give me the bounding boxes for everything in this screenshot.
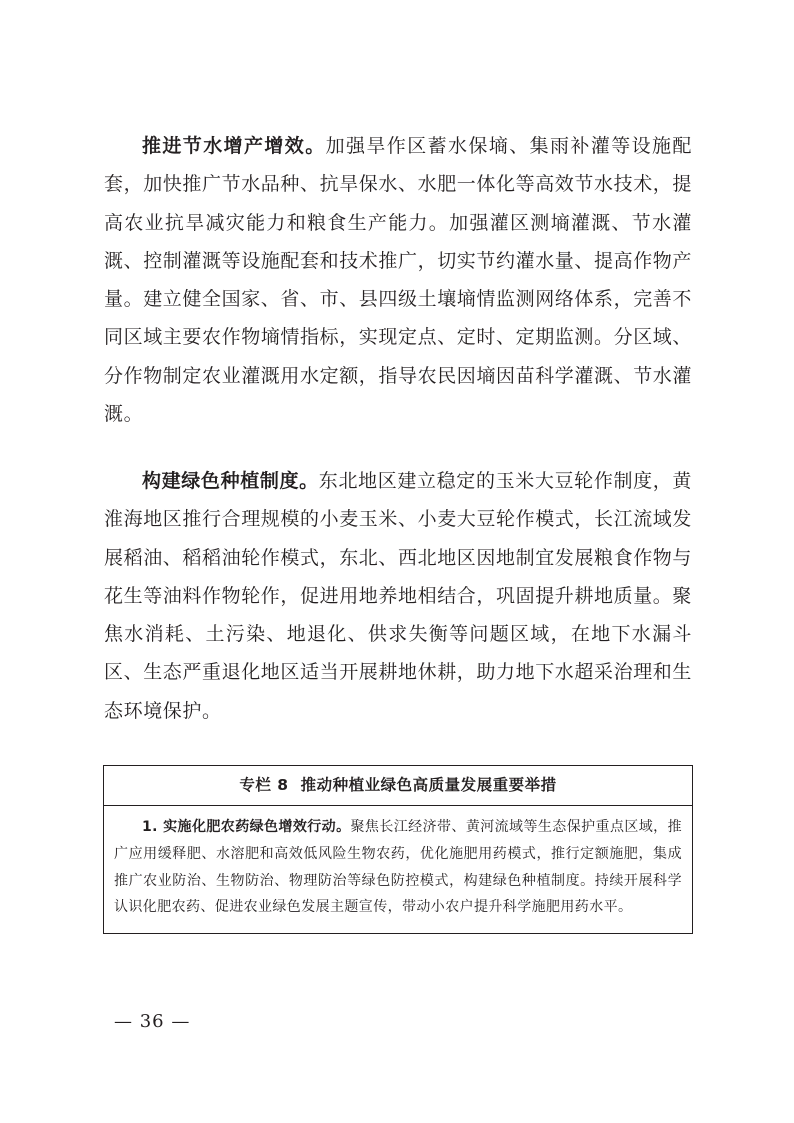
paragraph-text: 东北地区建立稳定的玉米大豆轮作制度，黄淮海地区推行合理规模的小麦玉米、小麦大豆轮作模式，长江流域发展稻油、稻稻油轮作模式，东北、西北地区因地制宜发展粮食作物与花生等油料作物轮作，促进用地养地相结合，巩固提升耕地质量。聚焦水消耗、土污染、地退化、供求失衡等问题区域，在地下水漏斗区、生态严重退化地区适当开展耕地休耕，助力地下水超采治理和生态环境保护。 xyxy=(104,470,693,722)
sidebar-header xyxy=(104,766,692,806)
sidebar-item-lead: 1. 实施化肥农药绿色增效行动。 xyxy=(142,819,351,835)
page-number: — 36 — xyxy=(114,1011,191,1032)
paragraph-lead: 推进节水增产增效。 xyxy=(142,135,326,157)
paragraph-green-planting xyxy=(104,462,692,730)
sidebar-title: 推动种植业绿色高质量发展重要举措 xyxy=(300,776,557,794)
sidebar-column-label: 专栏 8 xyxy=(239,776,289,794)
sidebar-box xyxy=(103,765,693,934)
paragraph-lead: 构建绿色种植制度。 xyxy=(142,470,319,492)
sidebar-item-text: 聚焦长江经济带、黄河流域等生态保护重点区域，推广应用缓释肥、水溶肥和高效低风险生物农药，优化施肥用药模式，推行定额施肥，集成推广农业防治、生物防治、物理防治等绿色防控模式，构建绿色种植制度。持续开展科学认识化肥农药、促进农业绿色发展主题宣传，带动小农户提升科学施肥用药水平。 xyxy=(114,819,682,916)
sidebar-item xyxy=(104,806,692,933)
paragraph-text: 加强旱作区蓄水保墒、集雨补灌等设施配套，加快推广节水品种、抗旱保水、水肥一体化等高效节水技术，提高农业抗旱减灾能力和粮食生产能力。加强灌区测墒灌溉、节水灌溉、控制灌溉等设施配套和技术推广，切实节约灌水量、提高作物产量。建立健全国家、省、市、县四级土壤墒情监测网络体系，完善不同区域主要农作物墒情指标，实现定点、定时、定期监测。分区域、分作物制定农业灌溉用水定额，指导农民因墒因苗科学灌溉、节水灌溉。 xyxy=(104,135,693,426)
paragraph-water-saving xyxy=(104,127,692,433)
